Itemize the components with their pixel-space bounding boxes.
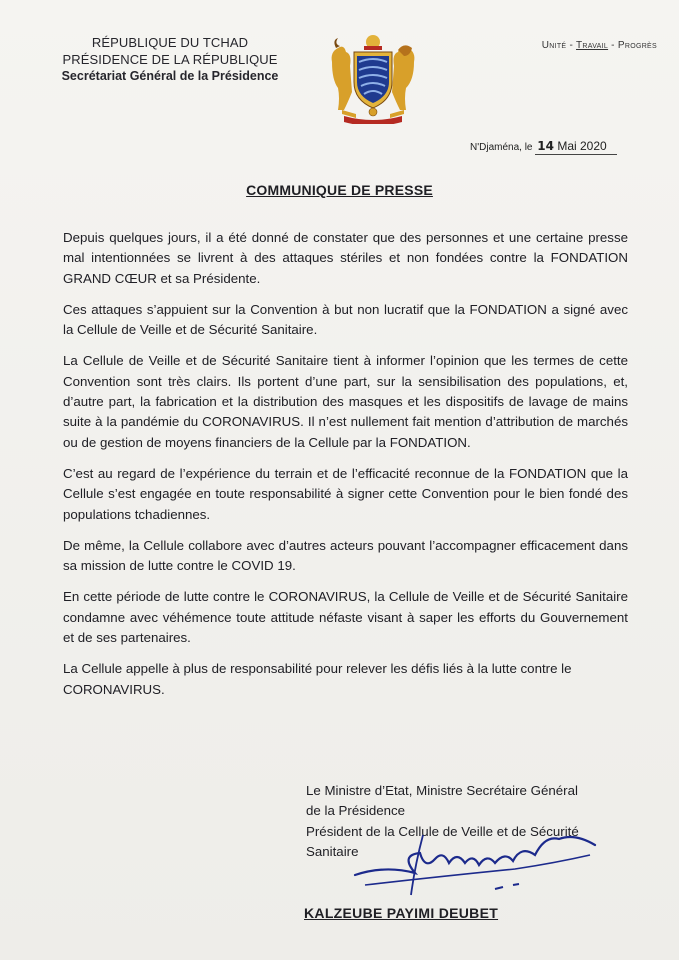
motto-separator: - xyxy=(608,40,618,51)
handwritten-signature xyxy=(345,815,605,905)
date-value xyxy=(535,139,616,155)
handwritten-day: 14 xyxy=(537,139,554,153)
motto-separator: - xyxy=(566,40,577,51)
paragraph: La Cellule de Veille et de Sécurité Sanitaire tient à informer l’opinion que les termes de cette Convention sont très clairs. Ils portent d’une part, sur la sensibilisation des populations, et, d’autre part, la fabrication et la distribution des masques et les dispositifs de lavage de mains suite à la pandémie du CORONAVIRUS. Il n’est nullement fait mention d’attribution de marchés ou de gestion de moyens financiers de la Cellule par la FONDATION. xyxy=(63,353,628,450)
paragraph: La Cellule appelle à plus de responsabilité pour relever les défis liés à la lutte contre le CORONAVIRUS. xyxy=(63,661,572,697)
paragraph: En cette période de lutte contre le CORONAVIRUS, la Cellule de Veille et de Sécurité Sanitaire condamne avec véhémence toute attitude néfaste visant à saper les efforts du Gouvernement et de ses partenaires. xyxy=(63,589,628,646)
signatory-title-line: Président de la Cellule de Veille et de Sécurité xyxy=(306,823,579,839)
signatory-name: KALZEUBE PAYIMI DEUBET xyxy=(304,905,499,921)
paragraph: Ces attaques s’appuient sur la Convention à but non lucratif que la FONDATION a signé avec la Cellule de Veille et de Sécurité Sanitaire. xyxy=(63,301,628,338)
motto-unite: Unité xyxy=(541,40,567,51)
signatory-title-line: de la Présidence xyxy=(306,803,406,819)
date-line xyxy=(470,139,617,155)
signatory-title-line: Sanitaire xyxy=(306,843,359,859)
press-release-title: COMMUNIQUE DE PRESSE xyxy=(246,182,433,198)
motto-progres: Progrès xyxy=(617,40,657,51)
paragraph: Depuis quelques jours, il a été donné de constater que des personnes et une certaine presse mal intentionnées se livrent à des attaques stériles et non fondées contre la FONDATION GRAND CŒUR et sa Présidente. xyxy=(63,230,628,286)
date-prefix: N'Djaména, le xyxy=(470,142,533,153)
letterhead xyxy=(0,34,340,85)
paragraph: C’est au regard de l’expérience du terrain et de l’efficacité reconnue de la FONDATION que la Cellule s’est engagée en toute responsabilité à signer cette Convention pour le bien fondé des populations tchadiennes. xyxy=(63,465,628,522)
motto-travail: Travail xyxy=(576,40,609,51)
national-motto xyxy=(542,40,657,51)
date-month-year: Mai 2020 xyxy=(557,139,607,153)
paragraph: De même, la Cellule collabore avec d’autres acteurs pouvant l’accompagner efficacement dans sa mission de lutte contre le COVID 19. xyxy=(63,537,628,574)
presidency-name: PRÉSIDENCE DE LA RÉPUBLIQUE xyxy=(62,52,278,67)
coat-of-arms-icon xyxy=(326,32,420,124)
signatory-title-line: Le Ministre d’Etat, Ministre Secrétaire Général xyxy=(306,783,578,798)
press-release-body xyxy=(63,228,628,711)
secretariat-name: Secrétariat Général de la Présidence xyxy=(61,69,279,83)
country-name: RÉPUBLIQUE DU TCHAD xyxy=(91,35,249,50)
